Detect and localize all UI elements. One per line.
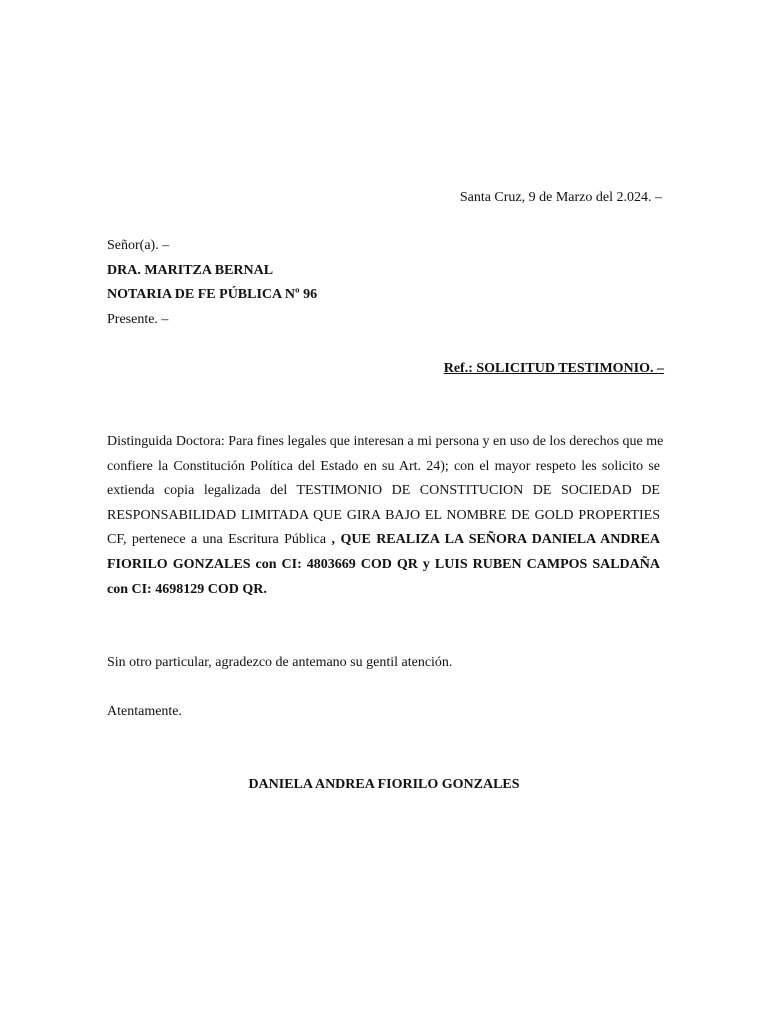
body-text: CF, pertenece a una Escritura Pública — [107, 532, 327, 548]
body-line: Distinguida Doctora: Para fines legales que interesan a mi persona y en uso de los derechos que me — [107, 434, 664, 449]
recipient-title: NOTARIA DE FE PÚBLICA Nº 96 — [107, 287, 318, 302]
body-line: FIORILO GONZALES con CI: 4803669 COD QR y LUIS RUBEN CAMPOS SALDAÑA — [107, 556, 660, 572]
recipient-name: DRA. MARITZA BERNAL — [107, 263, 274, 278]
letter-date: Santa Cruz, 9 de Marzo del 2.024. – — [459, 190, 662, 205]
reference-line: Ref.: SOLICITUD TESTIMONIO. – — [443, 361, 664, 376]
signature-name: DANIELA ANDREA FIORILO GONZALES — [248, 777, 520, 792]
closing-line: Sin otro particular, agradezco de antemano su gentil atención. — [107, 655, 453, 670]
presente-line: Presente. – — [107, 312, 169, 327]
body-line: RESPONSABILIDAD LIMITADA QUE GIRA BAJO EL NOMBRE DE GOLD PROPERTIES — [107, 507, 660, 523]
salutation: Señor(a). – — [107, 238, 170, 253]
regards-line: Atentamente. — [107, 704, 183, 719]
body-line: confiere la Constitución Política del Estado en su Art. 24); con el mayor respeto les solicito se — [107, 458, 660, 474]
body-line — [107, 528, 660, 553]
body-paragraph — [107, 430, 664, 602]
body-line: con CI: 4698129 COD QR. — [107, 581, 267, 597]
body-bold-text: , QUE REALIZA LA SEÑORA DANIELA ANDREA — [331, 532, 661, 548]
body-line: extienda copia legalizada del TESTIMONIO DE CONSTITUCION DE SOCIEDAD DE — [107, 483, 660, 499]
